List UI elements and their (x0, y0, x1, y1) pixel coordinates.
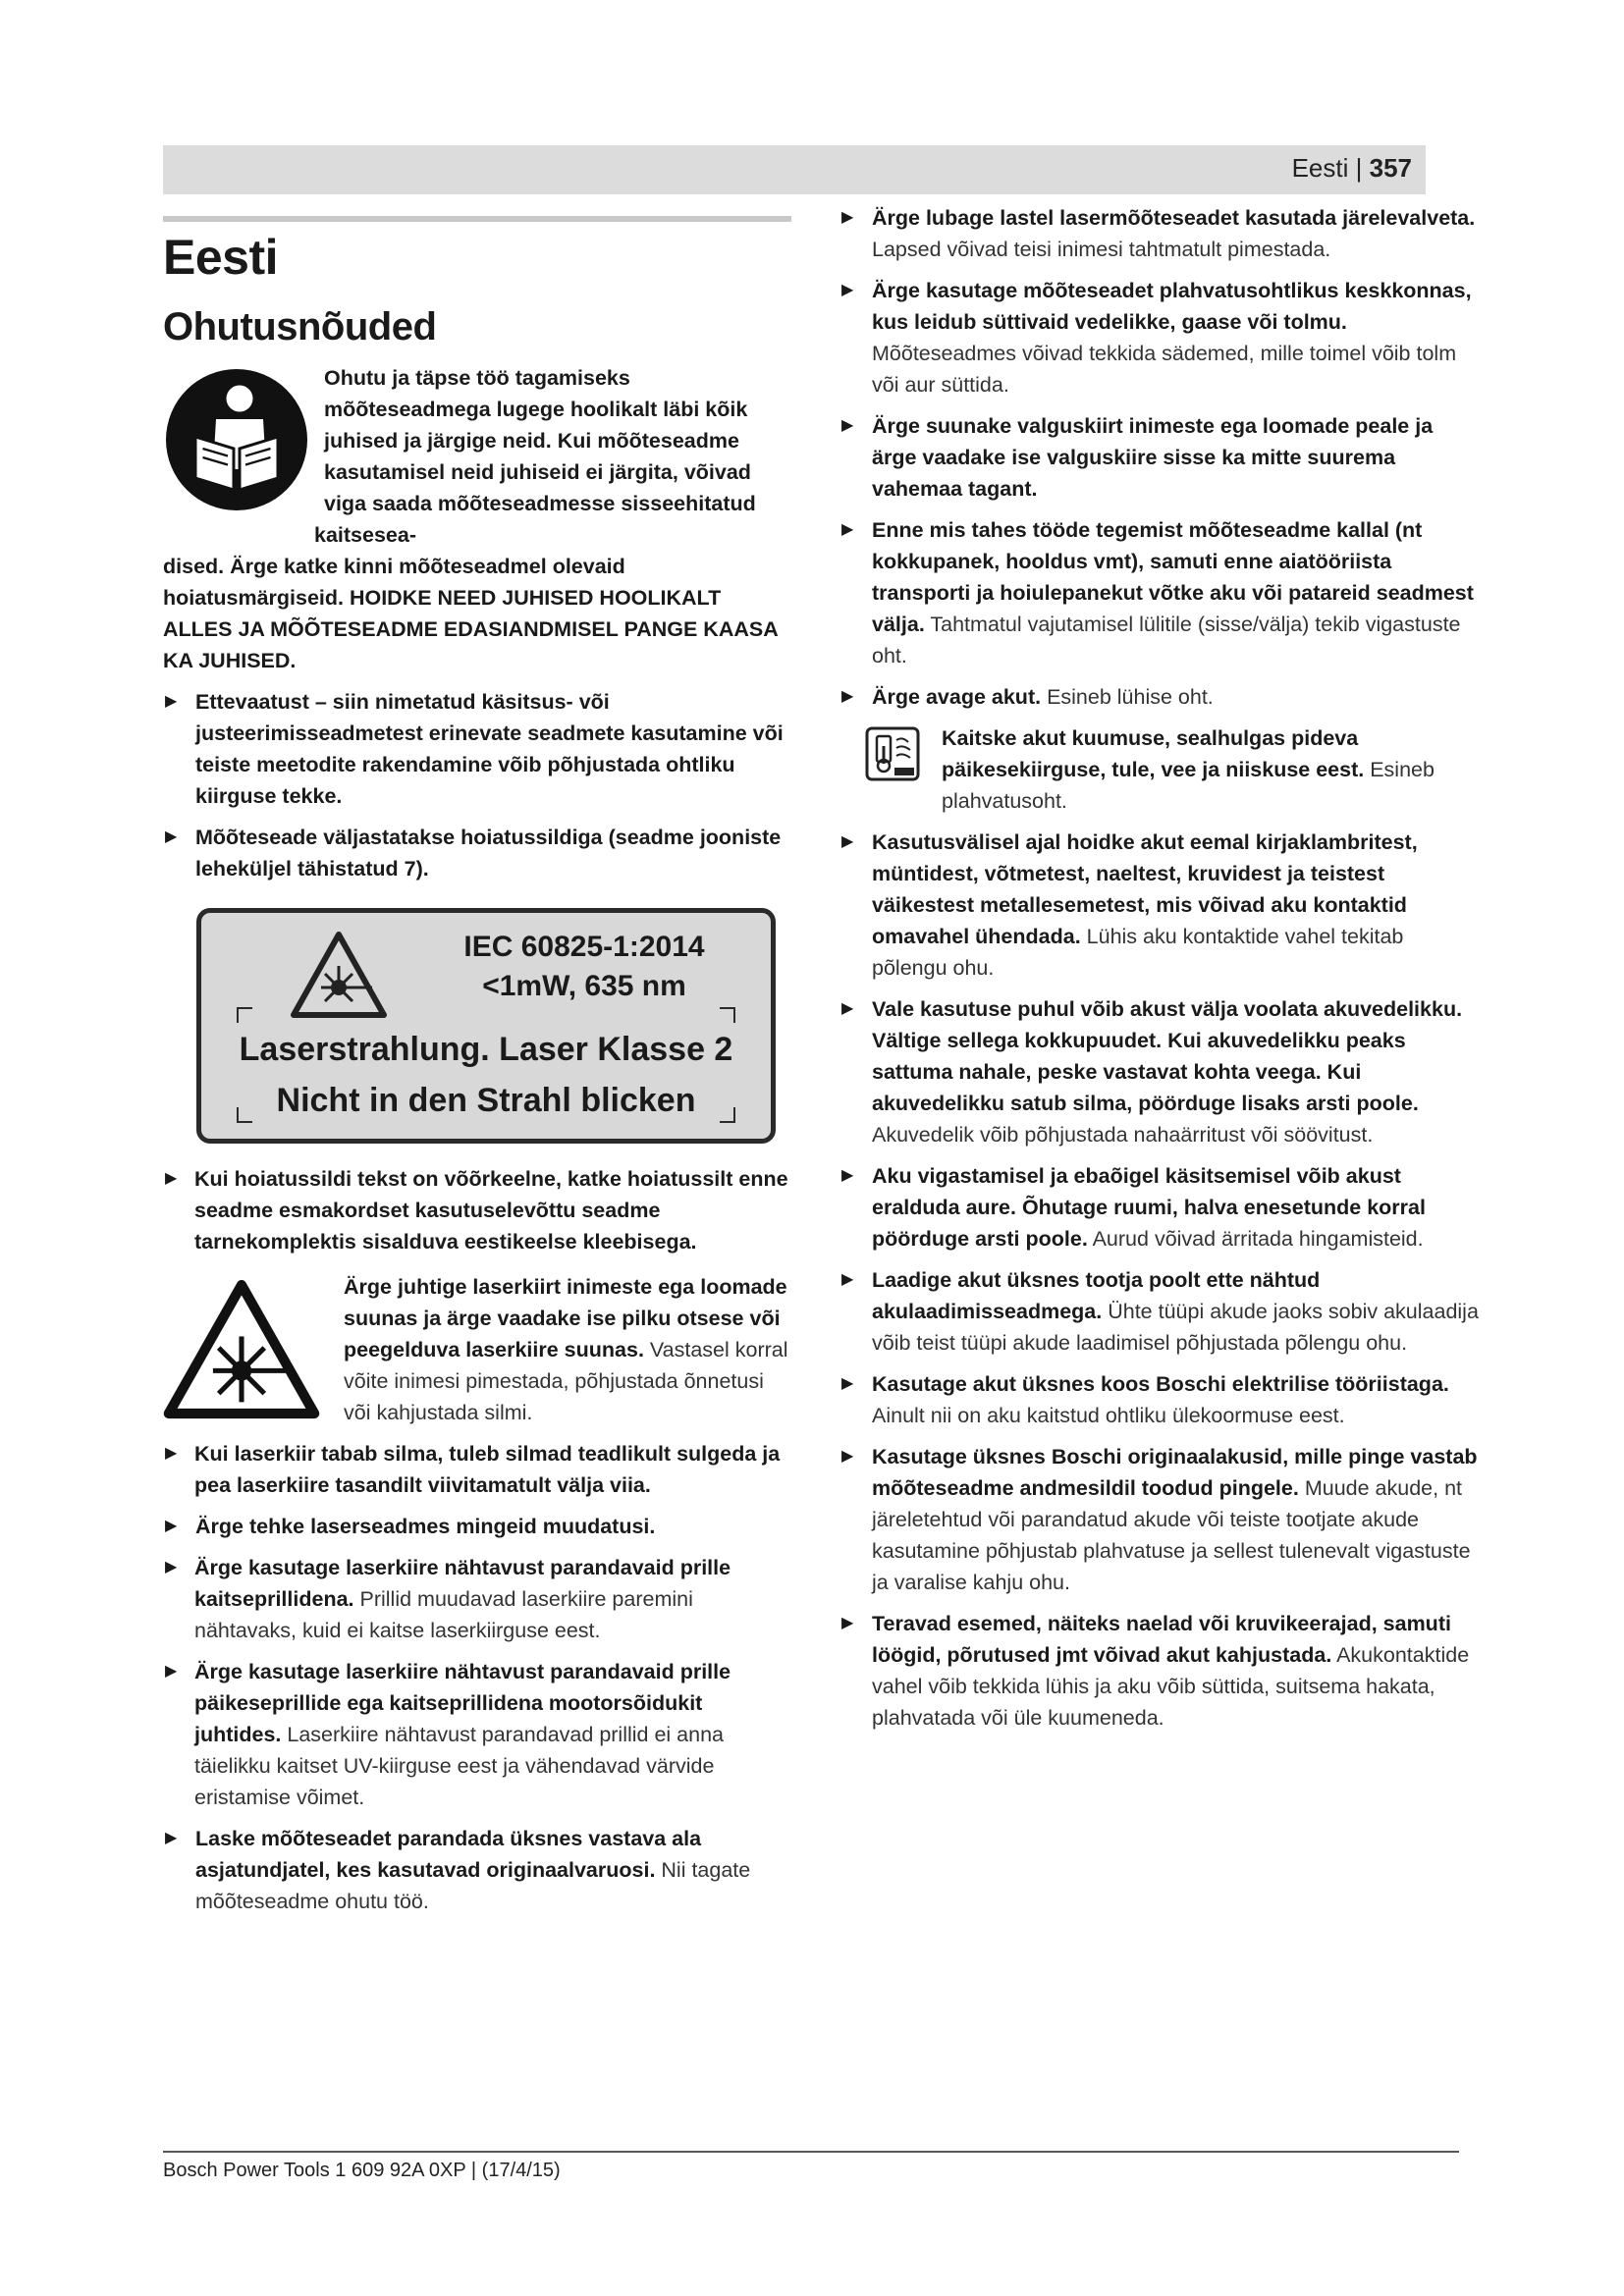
page-footer: Bosch Power Tools 1 609 92A 0XP | (17/4/15) (163, 2160, 561, 2181)
corner-mark (720, 1007, 735, 1023)
battery-warning-text (942, 722, 1482, 817)
list-item (839, 1608, 1482, 1734)
laser-warning-text (344, 1271, 791, 1428)
bullet-arrow-icon: ▶ (841, 1615, 854, 1631)
list-item (839, 993, 1482, 1150)
bullet-normal-text: Prillid muudavad laserkiire paremini nähtavaks, kuid ei kaitse laserkiirguse eest. (194, 1587, 693, 1642)
bullet-bold-text: Laadige akut üksnes tootja poolt ette nähtud akulaadimisseadmega. (872, 1268, 1321, 1323)
list-item (839, 681, 1482, 713)
label-line-2: <1mW, 635 nm (482, 970, 686, 1002)
bullet-bold-text: Vale kasutuse puhul võib akust välja voolata akuvedelikku. Vältige sellega kokkupuudet. Kui akuvedelikku peaks sattuma nahale, peske vastavat kohta veega. Kui akuvedelikku satub silma, pöörduge lisaks arsti poole. (872, 997, 1463, 1115)
bullet-bold-text: Laske mõõteseadet parandada üksnes vastava ala asjatundjatel, kes kasutavad originaalvaruosi. (195, 1827, 702, 1882)
bullet-bold-text: Ärge lubage lastel lasermõõteseadet kasutada järelevalveta. (872, 206, 1476, 230)
bullet-bold-text: Teravad esemed, näiteks naelad või kruvikeerajad, samuti löögid, põrutused jmt võivad akut kahjustada. (872, 1612, 1451, 1667)
bullet-normal-text: Lapsed võivad teisi inimesi tahtmatult pimestada. (872, 238, 1331, 261)
laser-radiation-warning (163, 1271, 791, 1428)
footer-rule (163, 2151, 1459, 2153)
bullet-arrow-icon: ▶ (841, 1167, 854, 1184)
list-item (839, 1160, 1482, 1255)
title-rule (163, 216, 791, 222)
list-item (839, 202, 1482, 265)
list-item (839, 1264, 1482, 1359)
bullet-bold-text: Mõõteseade väljastatakse hoiatussildiga (seadme jooniste leheküljel tähistatud 7). (195, 826, 782, 881)
bullet-bold-text: Ärge kasutage laserkiire nähtavust parandavaid prille päikeseprillide ega kaitseprillidena mootorsõidukit juhtides. (194, 1660, 731, 1746)
warning-bold-text: Ärge juhtige laserkiirt inimeste ega loomade suunas ja ärge vaadake ise pilku otsese või peegelduva laserkiire suunas. (344, 1275, 787, 1362)
list-item (163, 1823, 791, 1917)
list-item (839, 275, 1482, 400)
bullet-bold-text: Aku vigastamisel ja ebaõigel käsitsemisel võib akust eralduda aure. Õhutage ruumi, halva enesetunde korral pöörduge arsti poole. (872, 1164, 1426, 1251)
corner-mark (237, 1007, 252, 1023)
list-item (839, 1441, 1482, 1598)
label-line-3: Laserstrahlung. Laser Klasse 2 (239, 1031, 733, 1068)
bullet-bold-text: Enne mis tahes tööde tegemist mõõteseadme kallal (nt kokkupanek, hooldus vmt), samuti enne aiatööriista transporti ja hoiulepanekut võtke aku või patareid seadmest välja. (872, 518, 1474, 636)
bullet-normal-text: Akuvedelik võib põhjustada nahaärritust või söövitust. (872, 1123, 1374, 1147)
bullet-arrow-icon: ▶ (165, 693, 178, 710)
bullet-normal-text: Esineb lühise oht. (1047, 685, 1214, 709)
laser-warning-label (196, 908, 776, 1144)
header-page-number: 357 (1369, 153, 1412, 183)
list-item (163, 822, 791, 884)
header-separator: | (1355, 153, 1363, 183)
bullet-normal-text: Nii tagate mõõteseadme ohutu töö. (195, 1858, 751, 1913)
bullet-arrow-icon: ▶ (165, 1559, 178, 1575)
warning-normal-text: Esineb plahvatusoht. (942, 758, 1435, 813)
bullet-bold-text: Kui laserkiir tabab silma, tuleb silmad teadlikult sulgeda ja pea laserkiire tasandilt viivitamatult välja viia. (194, 1442, 781, 1497)
bullet-bold-text: Ärge tehke laserseadmes mingeid muudatusi. (195, 1515, 656, 1538)
intro-block (163, 362, 791, 676)
label-line-1: IEC 60825-1:2014 (463, 931, 705, 963)
battery-heat-icon (865, 726, 920, 781)
label-line-4: Nicht in den Strahl blicken (276, 1082, 696, 1119)
bullet-normal-text: Akukontaktide vahel võib tekkida lühis ja aku võib süttida, suitsema hakata, plahvatada või üle kuumeneda. (872, 1643, 1470, 1730)
bullet-bold-text: Ärge kasutage mõõteseadet plahvatusohtlikus keskkonnas, kus leidub süttivaid vedelikke, gaase või tolmu. (872, 279, 1472, 334)
bullet-normal-text: Ühte tüüpi akude jaoks sobiv akulaadija võib teist tüüpi akude laadimisel põhjustada põlengu ohu. (872, 1300, 1479, 1355)
header-text (1292, 153, 1412, 184)
list-item (163, 1511, 791, 1542)
bullet-normal-text: Lühis aku kontaktide vahel tekitab põlengu ohu. (872, 925, 1404, 980)
bullet-bold-text: Ärge avage akut. (872, 685, 1042, 709)
page-title: Eesti (163, 230, 279, 285)
bullet-arrow-icon: ▶ (841, 1375, 854, 1392)
list-item (839, 410, 1482, 505)
battery-heat-warning (839, 722, 1482, 817)
section-title: Ohutusnõuded (163, 305, 437, 348)
bullet-normal-text: Aurud võivad ärritada hingamisteid. (1092, 1227, 1424, 1251)
bullet-arrow-icon: ▶ (165, 1445, 178, 1462)
bullet-arrow-icon: ▶ (165, 1830, 178, 1846)
bullet-arrow-icon: ▶ (841, 209, 854, 226)
bullet-bold-text: Kasutage üksnes Boschi originaalakusid, mille pinge vastab mõõteseadme andmesildil toodud pingele. (872, 1445, 1478, 1500)
list-item (839, 514, 1482, 671)
header-language: Eesti (1291, 153, 1349, 183)
list-item (839, 827, 1482, 984)
bullet-bold-text: Ärge suunake valguskiirt inimeste ega loomade peale ja ärge vaadake ise valguskiire sisse ka mitte suurema vahemaa tagant. (872, 414, 1434, 501)
bullet-normal-text: Laserkiire nähtavust parandavad prillid ei anna täielikku kaitset UV-kiirguse eest ja vähendavad värvide eristamise võimet. (194, 1723, 725, 1809)
warning-bold-text: Kaitske akut kuumuse, sealhulgas pideva päikesekiirguse, tule, vee ja niiskuse eest. (942, 726, 1365, 781)
right-column (839, 202, 1482, 1734)
list-item (163, 686, 791, 812)
list-item (163, 1163, 791, 1257)
bullet-arrow-icon: ▶ (841, 1271, 854, 1288)
bullet-normal-text: Tahtmatul vajutamisel lülitile (sisse/välja) tekib vigastuste oht. (872, 613, 1461, 667)
bullet-arrow-icon: ▶ (841, 688, 854, 705)
list-item (163, 1438, 791, 1501)
corner-mark (237, 1107, 252, 1123)
warning-normal-text: Vastasel korral võite inimesi pimestada, põhjustada õnnetusi või kahjustada silmi. (344, 1338, 788, 1424)
read-manual-icon (163, 366, 310, 513)
bullet-bold-text: Kasutusvälisel ajal hoidke akut eemal kirjaklambritest, müntidest, võtmetest, naeltest, kruvidest ja teistest väikestest metallesemetest, mis võivad aku kontaktid omavahel ühendada. (872, 830, 1418, 948)
bullet-arrow-icon: ▶ (165, 1518, 178, 1534)
bullet-bold-text: Kasutage akut üksnes koos Boschi elektrilise tööriistaga. (872, 1372, 1449, 1396)
bullet-bold-text: Ettevaatust – siin nimetatud käsitsus- või justeerimisseadmetest erinevate seadmete kasutamine või teiste meetodite rakendamine võib põhjustada ohtliku kiirguse tekke. (195, 690, 784, 808)
bullet-arrow-icon: ▶ (165, 828, 178, 845)
bullet-bold-text: Kui hoiatussildi tekst on võõrkeelne, katke hoiatussilt enne seadme esmakordset kasutuselevõttu seadme tarnekomplektis sisalduva eestikeelse kleebisega. (194, 1167, 788, 1254)
bullet-arrow-icon: ▶ (841, 417, 854, 434)
bullet-arrow-icon: ▶ (165, 1170, 178, 1187)
bullet-arrow-icon: ▶ (841, 521, 854, 538)
left-column (163, 216, 791, 1917)
corner-mark (720, 1107, 735, 1123)
list-item (163, 1552, 791, 1646)
bullet-arrow-icon: ▶ (841, 1448, 854, 1465)
bullet-arrow-icon: ▶ (841, 1000, 854, 1017)
list-item (163, 1656, 791, 1813)
intro-text-top: Ohutu ja täpse töö tagamiseks mõõteseadmega lugege hoolikalt läbi kõik juhised ja järgige neid. Kui mõõteseadme kasutamisel neid juhiseid ei järgita, võivad viga saada mõõteseadmesse sisseehitatud kaitsesea- (314, 366, 756, 547)
bullet-arrow-icon: ▶ (841, 282, 854, 298)
laser-radiation-icon (163, 1279, 320, 1422)
bullet-arrow-icon: ▶ (841, 833, 854, 850)
page-header (163, 145, 1426, 194)
bullet-normal-text: Muude akude, nt järeletehtud või parandatud akude või teiste tootjate akude kasutamine põhjustab plahvatuse ja sellest tulenevalt vigastuste ja varalise kahju ohu. (872, 1476, 1471, 1594)
intro-text-rest: dised. Ärge katke kinni mõõteseadmel olevaid hoiatusmärgiseid. HOIDKE NEED JUHISED HOOLIKALT ALLES JA MÕÕTESEADME EDASIANDMISEL PANGE KAASA KA JUHISED. (163, 555, 778, 672)
bullet-normal-text: Mõõteseadmes võivad tekkida sädemed, mille toimel võib tolm või aur süttida. (872, 342, 1457, 397)
bullet-arrow-icon: ▶ (165, 1663, 178, 1680)
bullet-bold-text: Ärge kasutage laserkiire nähtavust parandavaid prille kaitseprillidena. (194, 1556, 731, 1611)
bullet-normal-text: Ainult nii on aku kaitstud ohtliku ülekoormuse eest. (872, 1404, 1345, 1427)
list-item (839, 1368, 1482, 1431)
